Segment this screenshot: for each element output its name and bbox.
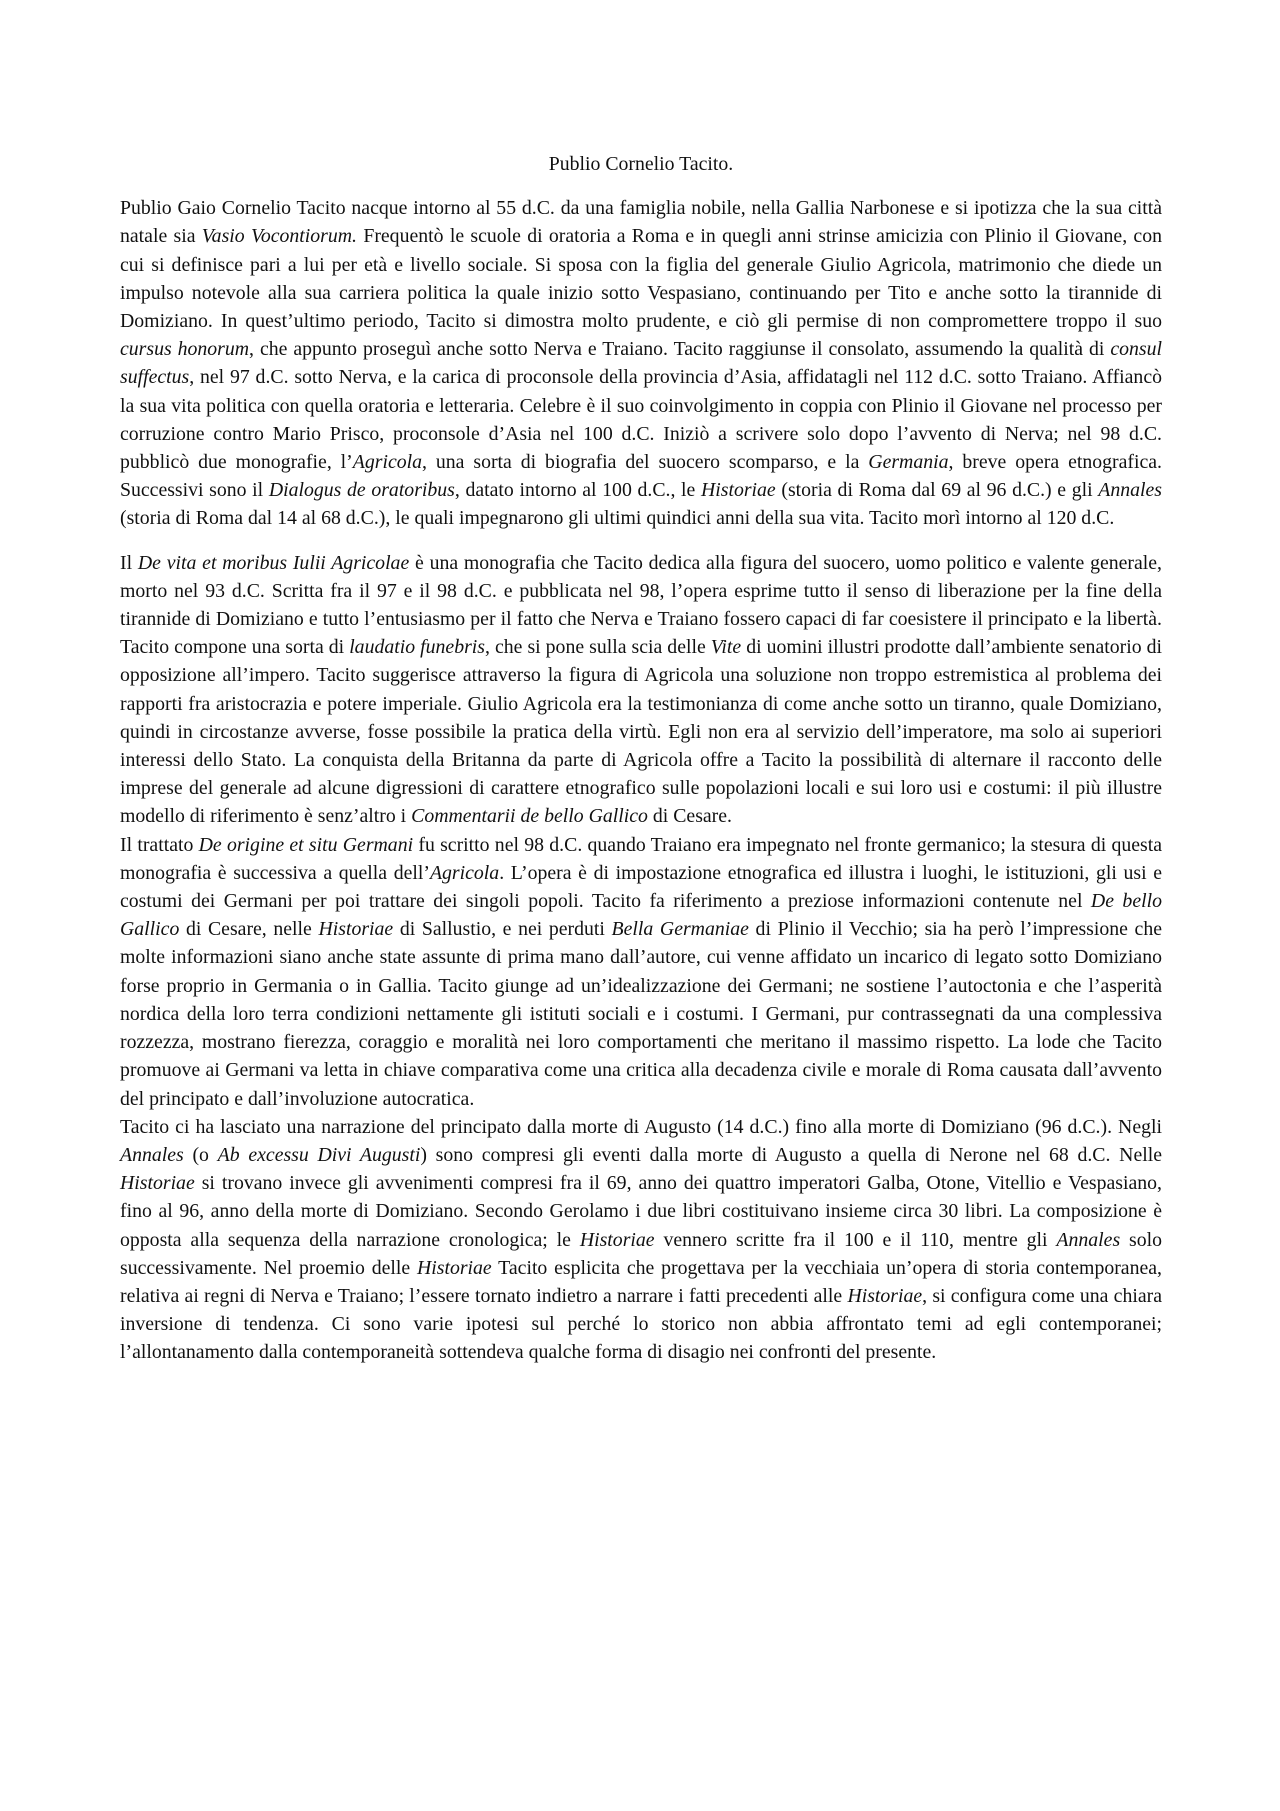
body-text: Tacito ci ha lasciato una narrazione del principato dalla morte di Augusto (14 d.C.) fino alla morte di Domiziano (96 d.C.). Negli	[120, 1115, 1162, 1138]
italic-text: Historiae	[318, 918, 394, 941]
body-text: Il trattato	[120, 833, 199, 856]
italic-text: Dialogus de oratoribus	[268, 479, 455, 502]
document-body	[120, 150, 1162, 1367]
italic-text: laudatio funebris	[349, 636, 485, 659]
italic-text: Vite	[710, 636, 742, 659]
body-text: Publio Gaio Cornelio Tacito nacque intorno al 55 d.C. da una famiglia nobile, nella Gallia Narbonese e si ipotizza che la sua città natale sia	[120, 197, 1162, 248]
italic-text: Germania	[868, 451, 949, 474]
body-text: si trovano invece gli avvenimenti compresi fra il 69, anno dei quattro imperatori Galba, Otone, Vitellio e Vespasiano, fino al 96, anno della morte di Domiziano. Secondo Gerolamo i due libri costituivano insieme circa 30 libri. La composizione è opposta alla sequenza della narrazione cronologica; le	[120, 1172, 1162, 1251]
body-text: Tacito esplicita che progettava per la vecchiaia un’opera di storia contemporanea, relativa ai regni di Nerva e Traiano; l’essere tornato indietro a narrare i fatti precedenti alle	[120, 1256, 1162, 1307]
italic-text: Commentarii de bello Gallico	[411, 805, 648, 828]
body-text: di Cesare, nelle	[179, 918, 319, 941]
italic-text: Agricola	[429, 861, 500, 884]
paragraph-biografia	[120, 194, 1162, 532]
body-text: , breve opera etnografica. Successivi sono il	[120, 451, 1162, 502]
body-text: . L’opera è di impostazione etnografica ed illustra i luoghi, le istituzioni, gli usi e costumi dei Germani per poi trattare dei singoli popoli. Tacito fa riferimento a preziose informazioni contenute nel	[120, 861, 1162, 913]
italic-text: Historiae	[847, 1284, 923, 1307]
body-text: ) sono compresi gli eventi dalla morte di Augusto a quella di Nerone nel 68 d.C. Nelle	[420, 1143, 1163, 1166]
italic-text: Agricola	[352, 451, 423, 474]
body-text: Il	[120, 551, 138, 574]
body-text: , che si pone sulla scia delle	[485, 636, 711, 659]
italic-text: Vasio Vocontiorum.	[201, 225, 358, 248]
italic-text: Annales	[1098, 479, 1162, 502]
italic-text: Bella Germaniae	[611, 918, 749, 941]
italic-text: Ab excessu Divi Augusti	[217, 1143, 421, 1166]
paragraph-germania	[120, 831, 1162, 1113]
body-text: , che appunto proseguì anche sotto Nerva e Traiano. Tacito raggiunse il consolato, assumendo la qualità di	[249, 338, 1111, 361]
italic-text: Annales	[120, 1143, 184, 1166]
body-text: , nel 97 d.C. sotto Nerva, e la carica di proconsole della provincia d’Asia, affidatagli nel 112 d.C. sotto Traiano. Affiancò la sua vita politica con quella oratoria e letteraria. Celebre è il suo coinvolgimento in coppia con Plinio il Giovane nel processo per corruzione contro Mario Prisco, proconsole d’Asia nel 100 d.C. Iniziò a scrivere solo dopo l’avvento di Nerva; nel 98 d.C. pubblicò due monografie, l’	[120, 366, 1162, 474]
body-text: vennero scritte fra il 100 e il 110, mentre gli	[654, 1228, 1057, 1251]
italic-text: Annales	[1056, 1228, 1121, 1251]
body-text: Frequentò le scuole di oratoria a Roma e in quegli anni strinse amicizia con Plinio il Giovane, con cui si definisce pari a lui per età e livello sociale. Si sposa con la figlia del generale Giulio Agricola, matrimonio che diede un impulso notevole alla sua carriera politica la quale inizio sotto Vespasiano, continuando per Tito e anche sotto la tirannide di Domiziano. In quest’ultimo periodo, Tacito si dimostra molto prudente, e ciò gli permise di non compromettere troppo il suo	[120, 225, 1162, 333]
body-text: di Cesare.	[647, 805, 732, 828]
body-text: (storia di Roma dal 14 al 68 d.C.), le quali impegnarono gli ultimi quindici anni della sua vita. Tacito morì intorno al 120 d.C.	[120, 507, 1115, 530]
paragraph-annales-historiae	[120, 1113, 1162, 1367]
body-text: , una sorta di biografia del suocero scomparso, e la	[422, 451, 869, 474]
page-title: Publio Cornelio Tacito.	[548, 153, 734, 175]
italic-text: De origine et situ Germani	[198, 833, 414, 856]
body-text: , datato intorno al 100 d.C., le	[454, 479, 701, 502]
body-text: fu scritto nel 98 d.C. quando Traiano era impegnato nel fronte germanico; la stesura di questa monografia è successiva a quella dell’	[120, 833, 1163, 884]
body-text: è una monografia che Tacito dedica alla figura del suocero, uomo politico e valente generale, morto nel 93 d.C. Scritta fra il 97 e il 98 d.C. e pubblicata nel 98, l’opera esprime tutto il senso di liberazione per la fine della tirannide di Domiziano e tutto l’entusiasmo per il fatto che Nerva e Traiano fossero capaci di far coesistere il principato e la libertà. Tacito compone una sorta di	[120, 551, 1163, 659]
italic-text: Historiae	[700, 479, 776, 502]
body-text: di uomini illustri prodotte dall’ambiente senatorio di opposizione all’impero. Tacito suggerisce attraverso la figura di Agricola una soluzione non troppo estremistica al problema dei rapporti fra aristocrazia e potere imperiale. Giulio Agricola era la testimonianza di come anche sotto un tiranno, quale Domiziano, quindi in circostanze avverse, fosse possibile la pratica della virtù. Egli non era al servizio dell’imperatore, ma solo ai superiori interessi dello Stato. La conquista della Britanna da parte di Agricola offre a Tacito la possibilità di alternare il racconto delle imprese del generale ad alcune digressioni di carattere etnografico sulle popolazioni locali e sui loro usi e costumi: il più illustre modello di riferimento è senz’altro i	[120, 636, 1163, 828]
italic-text: De bello Gallico	[120, 890, 1162, 941]
body-text: di Sallustio, e nei perduti	[393, 918, 612, 941]
italic-text: consul suffectus	[120, 338, 1162, 389]
paragraph-agricola	[120, 549, 1162, 831]
body-text: (o	[183, 1143, 218, 1166]
italic-text: Historiae	[120, 1172, 195, 1195]
body-text: solo successivamente. Nel proemio delle	[120, 1228, 1163, 1279]
paragraph-list	[120, 194, 1162, 1366]
body-text: (storia di Roma dal 69 al 96 d.C.) e gli	[775, 479, 1099, 502]
italic-text: De vita et moribus Iulii Agricolae	[137, 551, 410, 574]
italic-text: cursus honorum	[120, 338, 250, 361]
body-text: , si configura come una chiara inversione di tendenza. Ci sono varie ipotesi sul perché lo storico non abbia affrontato temi ad egli contemporanei; l’allontanamento dalla contemporaneità sottendeva qualche forma di disagio nei confronti del presente.	[120, 1284, 1162, 1364]
italic-text: Historiae	[416, 1256, 492, 1279]
italic-text: Historiae	[579, 1228, 655, 1251]
body-text: di Plinio il Vecchio; sia ha però l’impressione che molte informazioni siano anche state assunte di prima mano dall’autore, cui venne affidato un incarico di legato sotto Domiziano forse proprio in Germania o in Gallia. Tacito giunge ad un’idealizzazione dei Germani; ne sostiene l’autoctonia e che l’asperità nordica della loro terra condizioni nettamente gli istituti sociali e i costumi. I Germani, pur contrassegnati da una complessiva rozzezza, mostrano fierezza, coraggio e moralità nei loro comportamenti che meritano il massimo rispetto. La lode che Tacito promuove ai Germani va letta in chiave comparativa come una critica alla decadenza civile e morale di Roma causata dall’avvento del principato e dall’involuzione autocratica.	[120, 918, 1163, 1110]
